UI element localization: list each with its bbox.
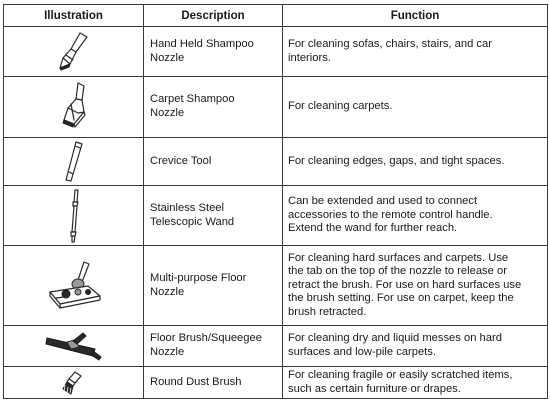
description-cell: Crevice Tool [144, 138, 283, 186]
description-cell: Floor Brush/Squeegee Nozzle [144, 326, 283, 367]
squeegee-nozzle-icon [43, 329, 105, 363]
floor-nozzle-icon [42, 258, 106, 314]
illustration-cell [4, 27, 144, 77]
illustration-cell [4, 246, 144, 326]
accessories-table [3, 4, 548, 399]
description-cell: Carpet Shampoo Nozzle [144, 77, 283, 138]
function-cell: For cleaning edges, gaps, and tight spaces. [283, 138, 548, 186]
table-row [4, 27, 548, 77]
crevice-tool-icon [59, 140, 89, 184]
table-row [4, 138, 548, 186]
header-description: Description [144, 5, 283, 27]
illustration-cell [4, 326, 144, 367]
description-cell: Multi-purpose Floor Nozzle [144, 246, 283, 326]
header-function: Function [283, 5, 548, 27]
function-cell: Can be extended and used to connect accessories to the remote control handle. Extend the wand for further reach. [283, 186, 548, 246]
table-row [4, 246, 548, 326]
table-row [4, 326, 548, 367]
header-row [4, 5, 548, 27]
hand-held-shampoo-nozzle-icon [54, 30, 94, 74]
illustration-cell [4, 367, 144, 399]
description-cell: Round Dust Brush [144, 367, 283, 399]
header-illustration: Illustration [4, 5, 144, 27]
illustration-cell [4, 186, 144, 246]
round-dust-brush-icon [59, 369, 89, 397]
table-row [4, 186, 548, 246]
illustration-cell [4, 77, 144, 138]
accessories-table-sheet [3, 4, 547, 398]
table-row [4, 367, 548, 399]
function-cell: For cleaning hard surfaces and carpets. Use the tab on the top of the nozzle to release or retract the brush. For use on hard surfaces use the brush setting. For use on carpet, keep the brush retracted. [283, 246, 548, 326]
description-cell: Hand Held Shampoo Nozzle [144, 27, 283, 77]
function-cell: For cleaning fragile or easily scratched items, such as certain furniture or drapes. [283, 367, 548, 399]
function-cell: For cleaning sofas, chairs, stairs, and car interiors. [283, 27, 548, 77]
carpet-shampoo-nozzle-icon [54, 80, 94, 134]
description-cell: Stainless Steel Telescopic Wand [144, 186, 283, 246]
illustration-cell [4, 138, 144, 186]
function-cell: For cleaning dry and liquid messes on hard surfaces and low-pile carpets. [283, 326, 548, 367]
table-row [4, 77, 548, 138]
telescopic-wand-icon [62, 188, 86, 244]
function-cell: For cleaning carpets. [283, 77, 548, 138]
